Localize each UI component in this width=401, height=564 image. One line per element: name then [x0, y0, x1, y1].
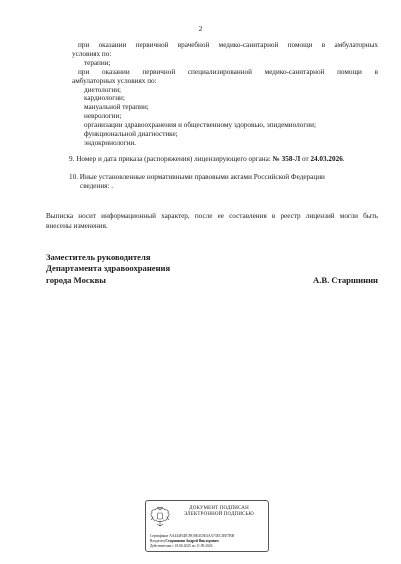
disclaimer-note [46, 212, 378, 231]
signatory-title-line1: Заместитель руководителя [46, 252, 151, 262]
stamp-owner-label: Владелец [150, 539, 166, 543]
signatory-title-line3: города Москвы [46, 274, 107, 285]
stamp-certificate [150, 534, 266, 539]
specialized-care-item: мануальной терапии; [84, 103, 149, 112]
page-number: 2 [198, 24, 203, 33]
signatory-name: А.В. Старшинин [313, 274, 378, 285]
stamp-cert-label: Сертификат [150, 534, 170, 538]
primary-care-item: терапии; [84, 58, 111, 67]
other-info-line1: 10. Иные установленные нормативными правовыми актами Российской Федерации [69, 173, 325, 181]
stamp-title-line2: ЭЛЕКТРОННОЙ ПОДПИСЬЮ [184, 512, 254, 518]
order-info [69, 155, 379, 164]
disclaimer-line1: Выписка носит информационный характер, после ее составления в реестр лицензий могли быть [46, 212, 378, 220]
coat-of-arms-icon [149, 505, 171, 529]
specialized-care-item: неврологии; [84, 112, 122, 121]
signature-block [46, 252, 378, 286]
disclaimer-line2: внесены изменения. [46, 221, 108, 230]
stamp-title [170, 506, 268, 518]
services-list [72, 41, 378, 148]
order-number: № 358-Л [272, 155, 301, 163]
specialized-care-item: диетологии; [84, 85, 122, 94]
other-info [69, 173, 379, 191]
order-date: 24.03.2026 [310, 155, 343, 163]
stamp-title-line1: ДОКУМЕНТ ПОДПИСАН [189, 506, 249, 511]
stamp-owner-name: Старшинин Андрей Викторович [165, 539, 219, 543]
primary-care-heading: при оказании первичной врачебной медико-санитарной помощи в амбулаторных [78, 41, 378, 49]
order-middle: от [300, 155, 311, 163]
order-prefix: 9. Номер и дата приказа (распоряжения) лицензирующего органа: [69, 155, 273, 163]
signatory-title-line2: Департамента здравоохранения [46, 263, 171, 274]
order-suffix: . [342, 155, 345, 163]
primary-care-heading-cont: условиях по: [72, 49, 112, 58]
electronic-signature-stamp [145, 500, 269, 552]
other-info-line2: сведения: . [80, 181, 114, 190]
specialized-care-item: эндокринологии. [84, 138, 137, 147]
specialized-care-item: функциональной диагностике; [84, 130, 178, 139]
specialized-care-item: организации здравоохранения и общественному здоровью, эпидемиологии; [84, 121, 316, 130]
specialized-care-heading: при оказании первичной специализированной медико-санитарной помощи в [78, 67, 378, 76]
stamp-cert-number: АА444F4DC8918E4C0E4AA73ЕС3ЕЕ7ВВ [169, 534, 235, 538]
specialized-care-heading-cont: амбулаторных условиях по: [72, 76, 157, 85]
specialized-care-item: кардиологии; [84, 94, 125, 103]
stamp-validity: Действителен с 18.06.2025 по 11.09.2026 [150, 544, 213, 548]
stamp-owner [150, 539, 266, 544]
